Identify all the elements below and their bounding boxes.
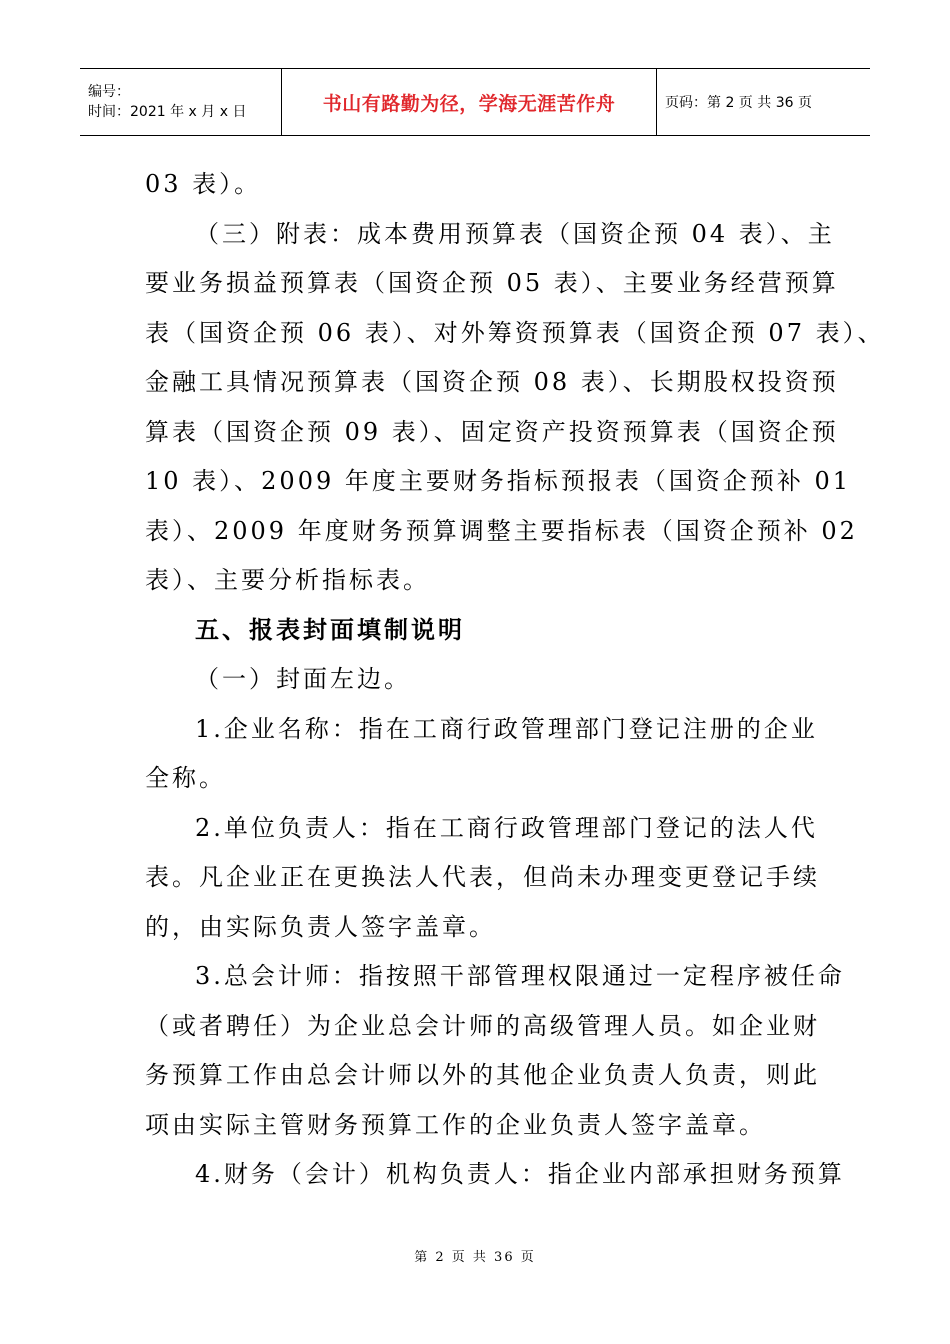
body-line: 表。凡企业正在更换法人代表，但尚未办理变更登记手续	[145, 863, 820, 891]
body-line: 表）、主要分析指标表。	[145, 566, 430, 594]
body-line: 要业务损益预算表（国资企预 05 表）、主要业务经营预算	[145, 269, 839, 297]
body-line: 金融工具情况预算表（国资企预 08 表）、长期股权投资预	[145, 368, 839, 396]
body-line: 务预算工作由总会计师以外的其他企业负责人负责，则此	[145, 1061, 820, 1089]
body-line: （三）附表：成本费用预算表（国资企预 04 表）、主	[195, 219, 835, 248]
header-motto: 书山有路勤为径，学海无涯苦作舟	[322, 92, 616, 115]
body-line: 算表（国资企预 09 表）、固定资产投资预算表（国资企预	[145, 417, 839, 446]
document-time: 时间：2021 年 x 月 x 日	[88, 104, 247, 120]
body-line: 03 表）。	[145, 170, 262, 198]
header-motto-cell	[282, 69, 657, 135]
header-page-info-cell	[657, 69, 870, 135]
body-line: 1.企业名称：指在工商行政管理部门登记注册的企业	[195, 714, 818, 743]
page-footer: 第 2 页 共 36 页	[414, 1250, 536, 1265]
body-line: 3.总会计师：指按照干部管理权限通过一定程序被任命	[195, 962, 845, 990]
header-meta	[80, 69, 282, 135]
body-line: 4.财务（会计）机构负责人：指企业内部承担财务预算	[195, 1160, 845, 1188]
body-line: 全称。	[145, 764, 226, 792]
document-number-label: 编号：	[88, 84, 130, 100]
page-header	[80, 68, 870, 136]
body-line: 的，由实际负责人签字盖章。	[145, 912, 496, 941]
body-line: 表（国资企预 06 表）、对外筹资预算表（国资企预 07 表）、	[145, 318, 885, 347]
header-page-info: 页码：第 2 页 共 36 页	[665, 95, 812, 111]
section-heading: 五、报表封面填制说明	[195, 615, 465, 644]
body-line: 表）、2009 年度财务预算调整主要指标表（国资企预补 02	[145, 516, 858, 545]
body-line: 项由实际主管财务预算工作的企业负责人签字盖章。	[145, 1110, 766, 1139]
subsection-heading: （一）封面左边。	[195, 665, 411, 693]
body-line: 10 表）、2009 年度主要财务指标预报表（国资企预补 01	[145, 467, 852, 495]
body-line: （或者聘任）为企业总会计师的高级管理人员。如企业财	[145, 1011, 820, 1040]
document-body	[145, 160, 885, 1200]
body-line: 2.单位负责人：指在工商行政管理部门登记的法人代	[195, 813, 818, 842]
